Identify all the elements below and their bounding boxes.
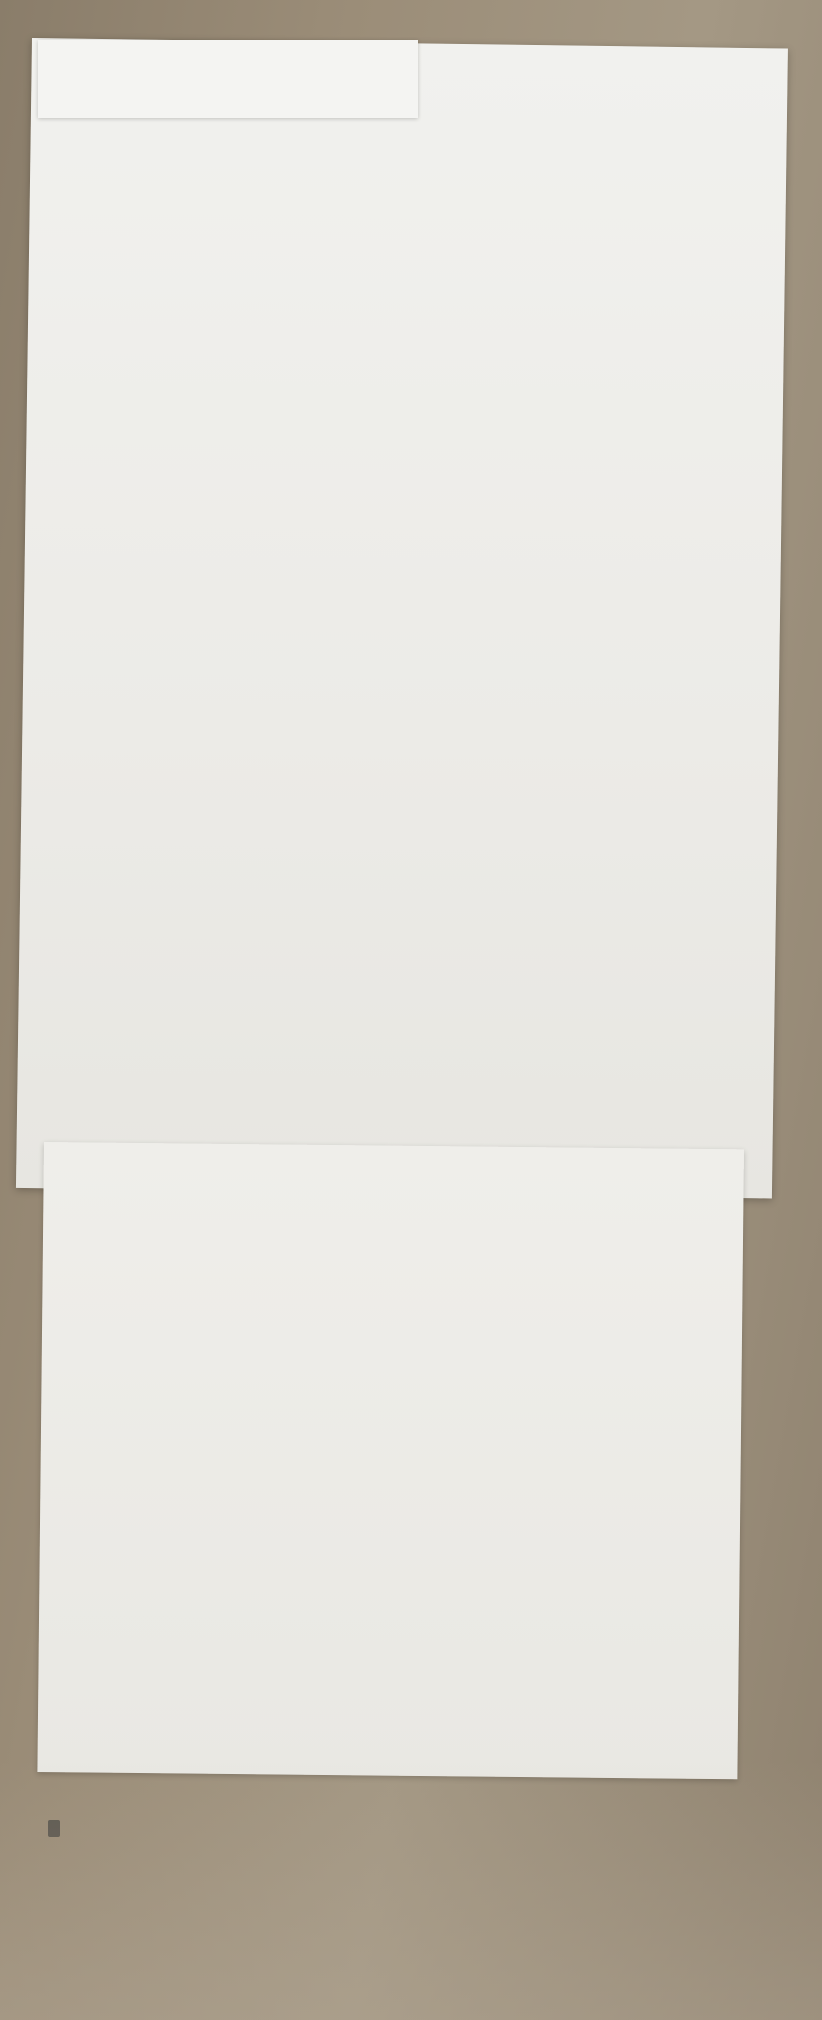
photo-shade	[0, 1760, 822, 2020]
question-number	[48, 1820, 60, 1837]
question-block	[48, 1820, 768, 1841]
title-box	[38, 40, 418, 118]
page-sheet-bottom	[37, 1142, 744, 1779]
page-sheet-top	[16, 38, 788, 1198]
question-header	[48, 1820, 768, 1837]
